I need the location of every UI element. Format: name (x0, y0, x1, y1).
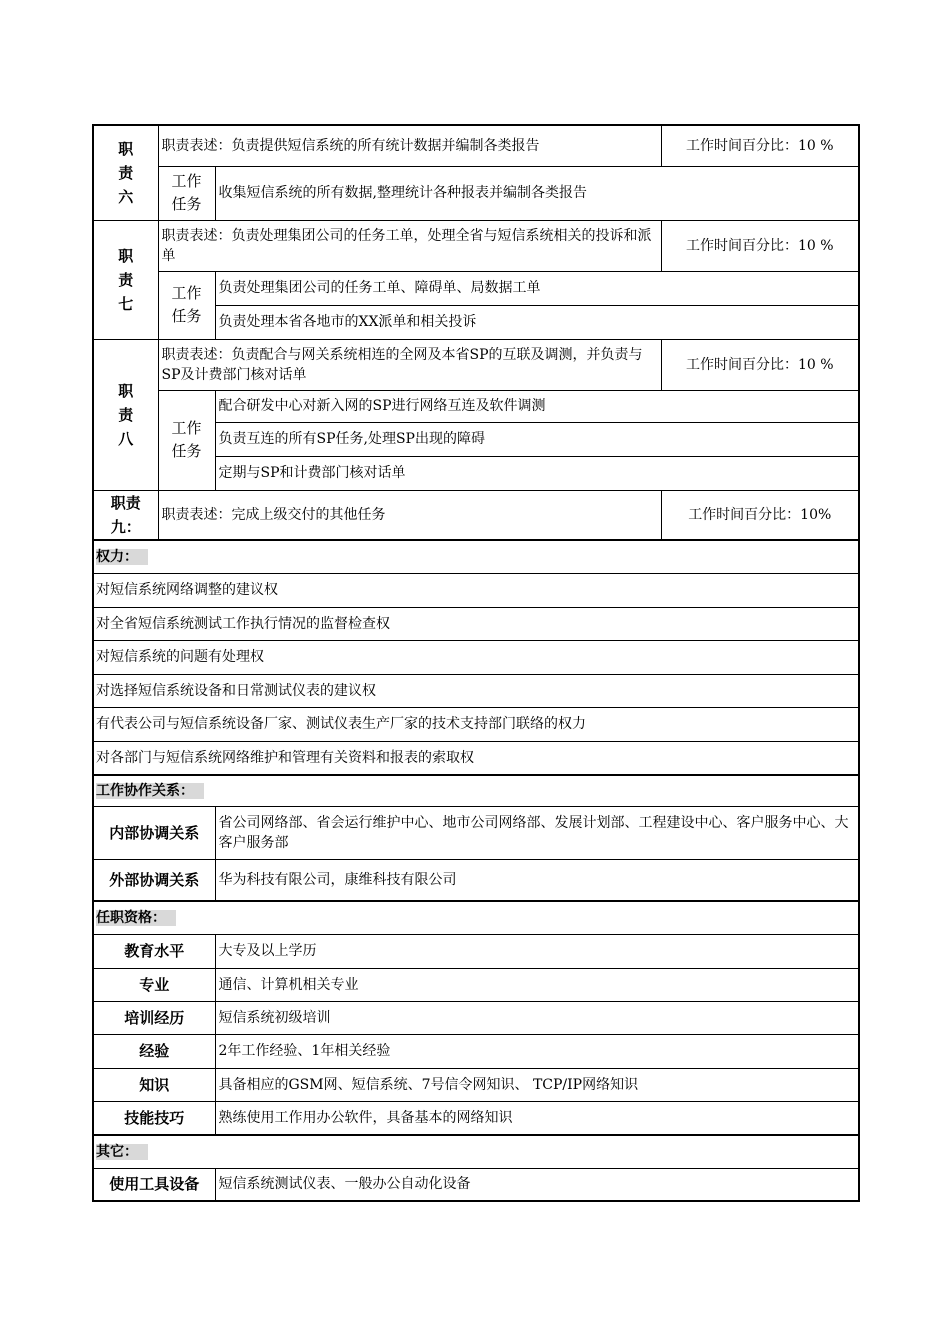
qualification-row (93, 1068, 859, 1101)
training-value: 短信系统初级培训 (215, 1001, 859, 1034)
experience-value: 2年工作经验、1年相关经验 (215, 1034, 859, 1068)
internal-relation-value: 省公司网络部、省会运行维护中心、地市公司网络部、发展计划部、工程建设中心、客户服务中心、大客户服务部 (215, 806, 859, 859)
other-header-row (93, 1135, 859, 1168)
cooperation-row (93, 806, 859, 859)
duty-6-task-row (93, 166, 859, 220)
powers-header-row (93, 540, 859, 573)
duty-8-task-row (93, 390, 859, 422)
qualification-row (93, 968, 859, 1001)
duty-9-title: 职责 九： (93, 490, 158, 540)
power-item: 对短信系统的问题有处理权 (93, 640, 859, 674)
power-item: 有代表公司与短信系统设备厂家、测试仪表生产厂家的技术支持部门联络的权力 (93, 707, 859, 741)
duty-8-task-2: 负责互连的所有SP任务,处理SP出现的障碍 (215, 422, 859, 456)
power-row (93, 640, 859, 674)
cooperation-title: 工作协作关系： (93, 775, 859, 806)
power-row (93, 741, 859, 775)
duty-6-task-1: 收集短信系统的所有数据,整理统计各种报表并编制各类报告 (215, 166, 859, 220)
internal-relation-label: 内部协调关系 (93, 806, 215, 859)
power-item: 对短信系统网络调整的建议权 (93, 573, 859, 607)
skills-label: 技能技巧 (93, 1101, 215, 1135)
duty-8-task-1: 配合研发中心对新入网的SP进行网络互连及软件调测 (215, 390, 859, 422)
duty-8-title: 职 责 八 (93, 339, 158, 490)
major-label: 专业 (93, 968, 215, 1001)
qualification-row (93, 1001, 859, 1034)
duty-9-percent: 工作时间百分比：10% (661, 490, 859, 540)
duty-7-row (93, 220, 859, 271)
other-row (93, 1168, 859, 1201)
power-row (93, 573, 859, 607)
qualification-row (93, 934, 859, 968)
major-value: 通信、计算机相关专业 (215, 968, 859, 1001)
duty-7-task-1: 负责处理集团公司的任务工单、障碍单、局数据工单 (215, 271, 859, 305)
duty-6-title: 职 责 六 (93, 125, 158, 220)
duty-8-task-3: 定期与SP和计费部门核对话单 (215, 456, 859, 490)
external-relation-label: 外部协调关系 (93, 859, 215, 901)
duty-7-description: 职责表述：负责处理集团公司的任务工单，处理全省与短信系统相关的投诉和派单 (158, 220, 661, 271)
power-item: 对各部门与短信系统网络维护和管理有关资料和报表的索取权 (93, 741, 859, 775)
duty-8-row (93, 339, 859, 390)
tools-value: 短信系统测试仪表、一般办公自动化设备 (215, 1168, 859, 1201)
education-value: 大专及以上学历 (215, 934, 859, 968)
power-item: 对全省短信系统测试工作执行情况的监督检查权 (93, 607, 859, 640)
education-label: 教育水平 (93, 934, 215, 968)
cooperation-header-row (93, 775, 859, 806)
qualification-row (93, 1101, 859, 1135)
qualification-row (93, 1034, 859, 1068)
power-row (93, 707, 859, 741)
duty-9-row (93, 490, 859, 540)
experience-label: 经验 (93, 1034, 215, 1068)
qualifications-header-row (93, 901, 859, 934)
powers-title: 权力： (93, 540, 859, 573)
duty-7-title: 职 责 七 (93, 220, 158, 339)
duty-8-description: 职责表述：负责配合与网关系统相连的全网及本省SP的互联及调测，并负责与SP及计费部门核对话单 (158, 339, 661, 390)
cooperation-row (93, 859, 859, 901)
duty-7-task-2: 负责处理本省各地市的XX派单和相关投诉 (215, 305, 859, 339)
skills-value: 熟练使用工作用办公软件，具备基本的网络知识 (215, 1101, 859, 1135)
job-description-page (92, 124, 858, 1202)
duty-7-task-row (93, 271, 859, 305)
power-item: 对选择短信系统设备和日常测试仪表的建议权 (93, 674, 859, 707)
other-title: 其它： (93, 1135, 859, 1168)
duty-6-row (93, 125, 859, 166)
duty-7-percent: 工作时间百分比：10 % (661, 220, 859, 271)
qualifications-title: 任职资格： (93, 901, 859, 934)
power-row (93, 607, 859, 640)
tools-label: 使用工具设备 (93, 1168, 215, 1201)
job-description-table (92, 124, 860, 1202)
knowledge-label: 知识 (93, 1068, 215, 1101)
external-relation-value: 华为科技有限公司，康维科技有限公司 (215, 859, 859, 901)
duty-6-task-label: 工作 任务 (158, 166, 215, 220)
duty-6-percent: 工作时间百分比：10 % (661, 125, 859, 166)
duty-8-task-label: 工作 任务 (158, 390, 215, 490)
power-row (93, 674, 859, 707)
duty-9-description: 职责表述：完成上级交付的其他任务 (158, 490, 661, 540)
knowledge-value: 具备相应的GSM网、短信系统、7号信令网知识、 TCP/IP网络知识 (215, 1068, 859, 1101)
duty-7-task-label: 工作 任务 (158, 271, 215, 339)
training-label: 培训经历 (93, 1001, 215, 1034)
duty-6-description: 职责表述：负责提供短信系统的所有统计数据并编制各类报告 (158, 125, 661, 166)
duty-8-percent: 工作时间百分比：10 % (661, 339, 859, 390)
